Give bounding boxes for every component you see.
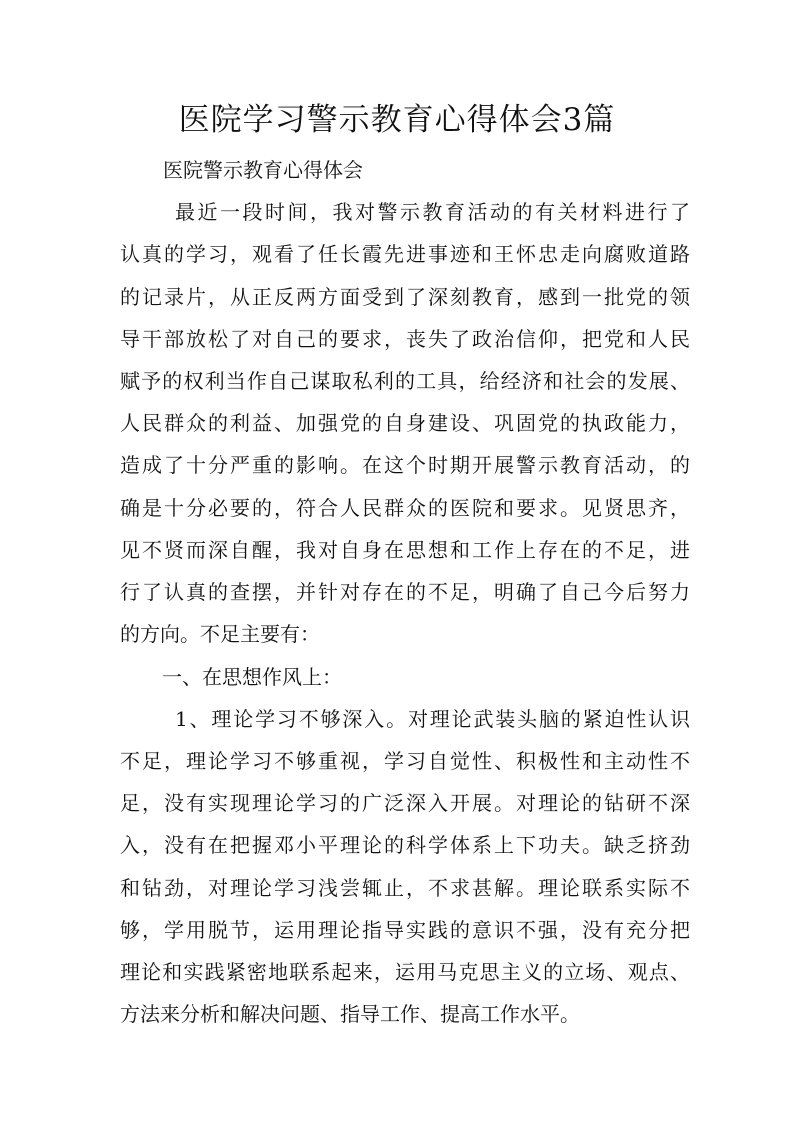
paragraph-line: 行了认真的查摆，并针对存在的不足，明确了自己今后努力 (120, 580, 690, 604)
paragraph-line: 最近一段时间，我对警示教育活动的有关材料进行了 (175, 200, 690, 224)
paragraph-line: 入，没有在把握邓小平理论的科学体系上下功夫。缺乏挤劲 (120, 833, 690, 857)
paragraph-line: 赋予的权利当作自己谋取私利的工具，给经济和社会的发展、 (120, 369, 690, 393)
document-subtitle: 医院警示教育心得体会 (163, 158, 363, 182)
paragraph-line: 足，没有实现理论学习的广泛深入开展。对理论的钻研不深 (120, 791, 690, 815)
paragraph-line: 的记录片，从正反两方面受到了深刻教育，感到一批党的领 (120, 285, 690, 309)
paragraph-line: 方法来分析和解决问题、指导工作、提高工作水平。 (120, 1002, 580, 1026)
document-title: 医院学习警示教育心得体会3篇 (178, 102, 616, 138)
section-heading: 一、在思想作风上： (162, 665, 342, 689)
paragraph-line: 造成了十分严重的影响。在这个时期开展警示教育活动，的 (120, 453, 690, 477)
paragraph-line: 不足，理论学习不够重视，学习自觉性、积极性和主动性不 (120, 749, 690, 773)
paragraph-line: 理论和实践紧密地联系起来，运用马克思主义的立场、观点、 (120, 960, 690, 984)
paragraph-line: 认真的学习，观看了任长霞先进事迹和王怀忠走向腐败道路 (120, 242, 690, 266)
paragraph-line: 确是十分必要的，符合人民群众的医院和要求。见贤思齐， (120, 496, 690, 520)
paragraph-line: 和钻劲，对理论学习浅尝辄止，不求甚解。理论联系实际不 (120, 876, 690, 900)
paragraph-line: 见不贤而深自醒，我对自身在思想和工作上存在的不足，进 (120, 538, 690, 562)
paragraph-line: 的方向。不足主要有： (120, 622, 320, 646)
paragraph-line: 1、理论学习不够深入。对理论武装头脑的紧迫性认识 (175, 707, 690, 731)
paragraph-line: 够，学用脱节，运用理论指导实践的意识不强，没有充分把 (120, 918, 690, 942)
paragraph-line: 导干部放松了对自己的要求，丧失了政治信仰，把党和人民 (120, 327, 690, 351)
paragraph-line: 人民群众的利益、加强党的自身建设、巩固党的执政能力， (120, 411, 690, 435)
